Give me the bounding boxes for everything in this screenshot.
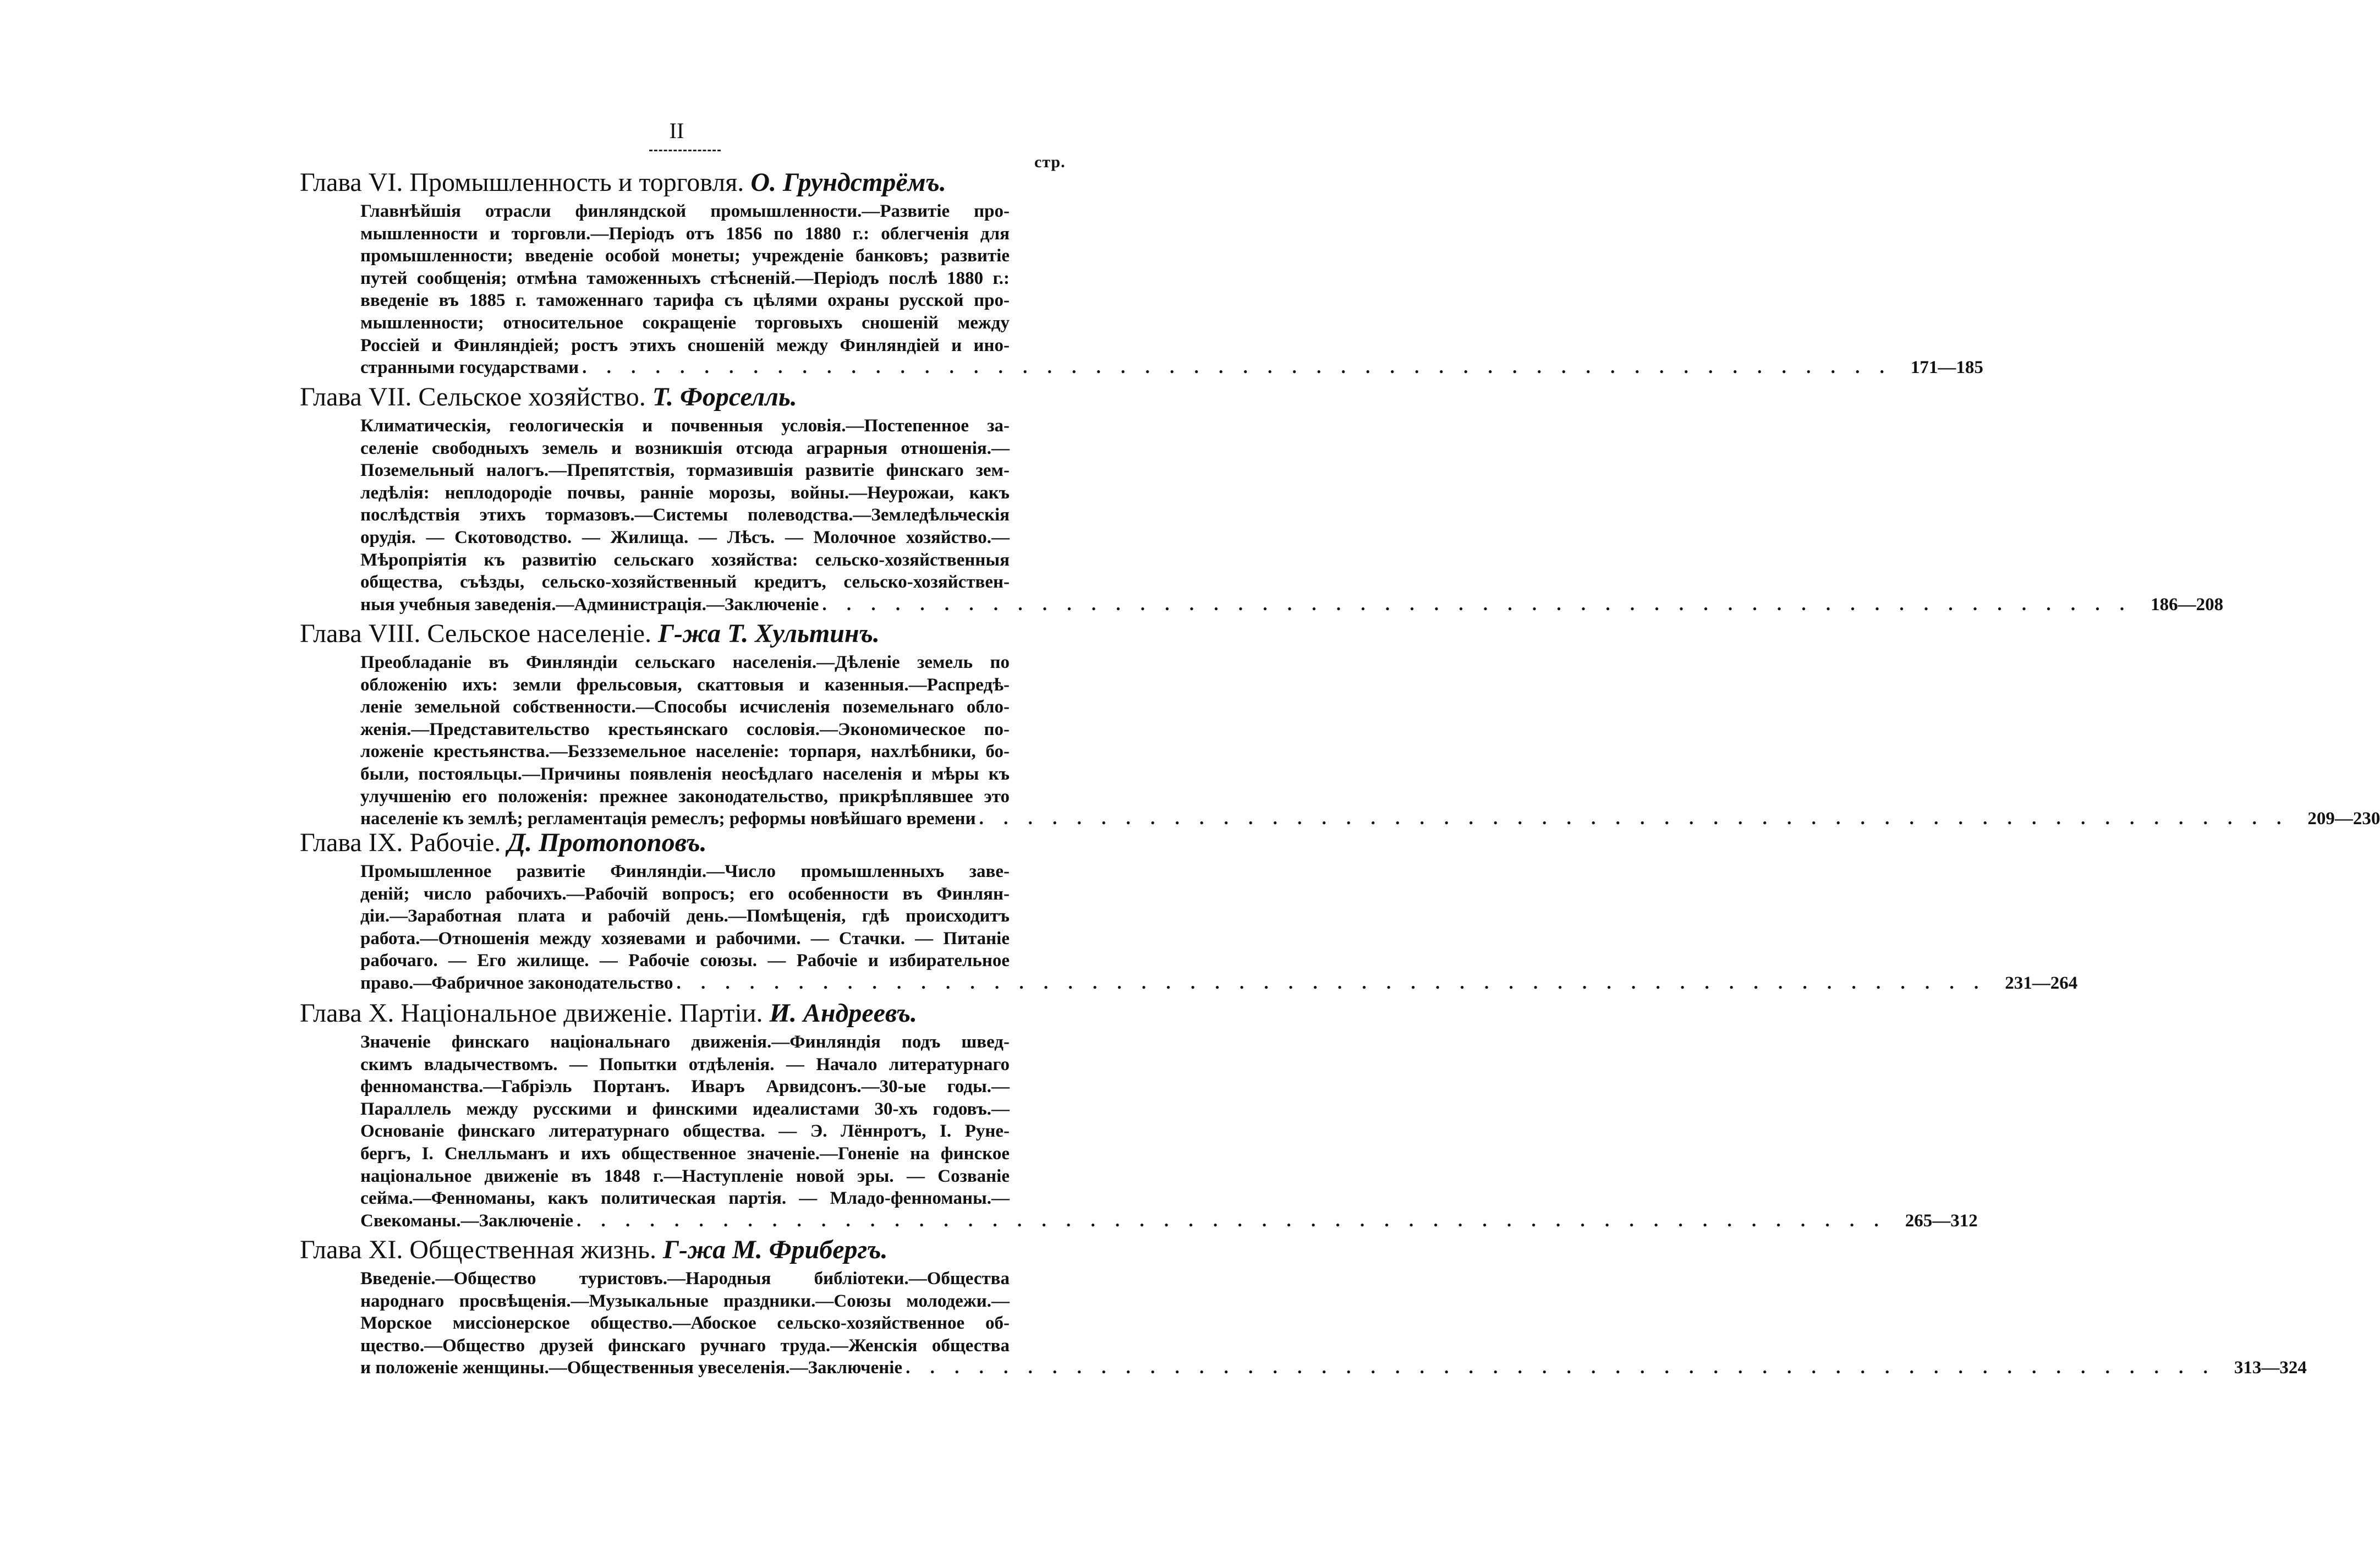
chapter-entry [300,616,2380,830]
page-range: 186—208 [2151,594,2224,615]
summary-last-line [360,972,2078,995]
chapter-heading [300,165,1070,200]
dot-leader: . . . . . . . . . . . . . . . . . . . . . . . . . . . . . . . . . . . . . . . . . . . . . . . . . . . . . . [979,809,2289,829]
chapter-summary [360,1031,1978,1232]
summary-line: мышленности и торговли.—Періодъ отъ 1856 по 1880 г.: облегченія для [360,223,1010,244]
summary-line: ледѣлія: неплодородіе почвы, ранніе морозы, войны.—Неурожаи, какъ [360,483,1010,503]
summary-line: Свекоманы.—Заключеніе [360,1210,574,1231]
summary-line: селеніе свободныхъ земель и возникшія отсюда аграрныя отношенія.— [360,438,1010,458]
summary-line: рабочаго. — Его жилище. — Рабочіе союзы. — Рабочіе и избирательное [360,951,1010,971]
chapter-entry [300,996,1978,1232]
summary-last-line [360,594,2224,616]
summary-line: введеніе въ 1885 г. таможеннаго тарифа съ цѣлями охраны русской про- [360,290,1010,311]
summary-line: національное движеніе въ 1848 г.—Наступленіе новой эры. — Созваніе [360,1166,1010,1186]
chapter-heading [300,1232,1070,1268]
summary-line: ложеніе крестьянства.—Беззземельное населеніе: торпаря, нахлѣбники, бо- [360,742,1010,762]
summary-line: щество.—Общество друзей финскаго ручнаго труда.—Женскія общества [360,1335,1010,1356]
chapter-heading [300,380,1070,415]
page-range: 313—324 [2234,1358,2307,1378]
summary-line: діи.—Заработная плата и рабочій день.—Помѣщенія, гдѣ происходитъ [360,906,1010,926]
summary-line: Введеніе.—Общество туристовъ.—Народныя библіотеки.—Общества [360,1269,1010,1289]
chapter-entry [300,165,1983,379]
chapter-title: Глава VI. Промышленность и торговля. [300,168,744,197]
summary-line: Главнѣйшія отрасли финляндской промышленности.—Развитіе про- [360,201,1010,221]
summary-line: Климатическія, геологическія и почвенныя условія.—Постепенное за- [360,416,1010,436]
summary-line: мышленности; относительное сокращеніе торговыхъ сношеній между [360,312,1010,333]
summary-line: Россіей и Финляндіей; ростъ этихъ сношеній между Финляндіей и ино- [360,335,1010,355]
summary-line: промышленности; введеніе особой монеты; учрежденіе банковъ; развитіе [360,246,1010,266]
pages-column-label: стр. [1034,153,1066,171]
chapter-heading [300,616,1070,651]
dot-leader: . . . . . . . . . . . . . . . . . . . . . . . . . . . . . . . . . . . . . . . . . . . . . . . . . . . . . . [906,1358,2216,1378]
summary-line: Значеніе финскаго національнаго движенія.—Финляндія подъ швед- [360,1032,1010,1052]
summary-line: странными государствами [360,358,579,378]
chapter-author: Т. Форселль. [652,382,797,412]
dot-leader: . . . . . . . . . . . . . . . . . . . . . . . . . . . . . . . . . . . . . . . . . . . . . . . . . . . . . . [822,594,2132,615]
summary-line: скимъ владычествомъ. — Попытки отдѣленія. — Начало литературнаго [360,1054,1010,1074]
chapter-author: О. Грундстрёмъ. [750,168,946,197]
dot-leader: . . . . . . . . . . . . . . . . . . . . . . . . . . . . . . . . . . . . . . . . . . . . . . . . . . . . . . [577,1210,1887,1231]
summary-line: обложенію ихъ: земли фрельсовыя, скаттовыя и казенныя.—Распредѣ- [360,675,1010,695]
summary-line: право.—Фабричное законодательство [360,973,673,993]
summary-line: Основаніе финскаго литературнаго общества. — Э. Лённротъ, І. Руне- [360,1121,1010,1142]
chapter-entry [300,380,2224,616]
summary-last-line [360,357,1983,379]
chapter-summary [360,415,2224,616]
summary-line: ныя учебныя заведенія.—Администрація.—Заключеніе [360,594,819,615]
summary-line: леніе земельной собственности.—Способы исчисленія поземельнаго обло- [360,697,1010,717]
summary-line: деній; число рабочихъ.—Рабочій вопросъ; его особенности въ Финлян- [360,884,1010,904]
chapter-summary [360,651,2380,830]
summary-line: женія.—Представительство крестьянскаго сословія.—Экономическое по- [360,719,1010,739]
chapter-title: Глава IX. Рабочіе. [300,828,501,857]
chapter-title: Глава VIII. Сельское населеніе. [300,619,651,648]
summary-line: Преобладаніе въ Финляндіи сельскаго населенія.—Дѣленіе земель по [360,653,1010,672]
summary-line: Промышленное развитіе Финляндіи.—Число промышленныхъ заве- [360,862,1010,881]
page-range: 265—312 [1905,1210,1978,1231]
summary-line: Морское миссіонерское общество.—Абоское сельско-хозяйственное об- [360,1313,1010,1334]
chapter-summary [360,200,1983,379]
chapter-title: Глава VII. Сельское хозяйство. [300,382,646,412]
chapter-heading [300,996,1070,1031]
summary-last-line [360,1357,2307,1379]
summary-line: работа.—Отношенія между хозяевами и рабочими. — Стачки. — Питаніе [360,928,1010,949]
summary-line: общества, съѣзды, сельско-хозяйственный кредитъ, сельско-хозяйствен- [360,572,1010,593]
chapter-author: Г-жа Т. Хультинъ. [657,619,880,648]
summary-line: феннoманства.—Габріэль Портанъ. Иваръ Арвидсонъ.—30-ые годы.— [360,1077,1010,1097]
chapter-title: Глава X. Національное движеніе. Партіи. [300,999,763,1028]
summary-line: были, постояльцы.—Причины появленія неосѣдлаго населенія и мѣры къ [360,764,1010,784]
page-number-rule [649,150,721,151]
summary-line: Поземельный налогъ.—Препятствія, тормазившія развитіе финскаго зем- [360,460,1010,481]
chapter-entry [300,1232,2307,1379]
summary-line: сейма.—Фенноманы, какъ политическая партія. — Младо-фенноманы.— [360,1188,1010,1209]
summary-line: населеніе къ землѣ; регламентація ремеслъ; реформы новѣйшаго времени [360,809,976,829]
page-range: 171—185 [1910,358,1983,378]
summary-last-line [360,1210,1978,1232]
page-range: 209—230 [2307,809,2380,829]
dot-leader: . . . . . . . . . . . . . . . . . . . . . . . . . . . . . . . . . . . . . . . . . . . . . . . . . . . . . . [582,358,1892,378]
page-number: II [669,118,684,143]
chapter-summary [360,860,2078,995]
summary-line: и положеніе женщины.—Общественныя увеселенія.—Заключеніе [360,1358,903,1378]
summary-line: бергъ, І. Снелльманъ и ихъ общественное значеніе.—Гоненіе на финское [360,1143,1010,1164]
summary-line: послѣдствія этихъ тормазовъ.—Системы полеводства.—Земледѣльческія [360,505,1010,525]
dot-leader: . . . . . . . . . . . . . . . . . . . . . . . . . . . . . . . . . . . . . . . . . . . . . . . . . . . . . . [676,973,1987,993]
summary-line: улучшенію его положенія: прежнее законодательство, прикрѣплявшее это [360,786,1010,807]
summary-line: народнаго просвѣщенія.—Музыкальные праздники.—Союзы молодежи.— [360,1291,1010,1311]
chapter-author: Д. Протопоповъ. [507,828,707,857]
page-range: 231—264 [2005,973,2078,993]
chapter-author: Г-жа М. Фрибергъ. [663,1235,888,1264]
chapter-heading [300,825,1070,860]
summary-line: Параллель между русскими и финскими идеалистами 30-хъ годовъ.— [360,1099,1010,1119]
summary-line: путей сообщенія; отмѣна таможенныхъ стѣсненій.—Періодъ послѣ 1880 г.: [360,268,1010,288]
summary-line: орудія. — Скотоводство. — Жилища. — Лѣсъ. — Молочное хозяйство.— [360,527,1010,547]
chapter-entry [300,825,2078,995]
chapter-title: Глава XI. Общественная жизнь. [300,1235,657,1264]
summary-line: Мѣропріятія къ развитію сельскаго хозяйства: сельско-хозяйственныя [360,550,1010,570]
chapter-author: И. Андреевъ. [769,999,918,1028]
chapter-summary [360,1268,2307,1379]
